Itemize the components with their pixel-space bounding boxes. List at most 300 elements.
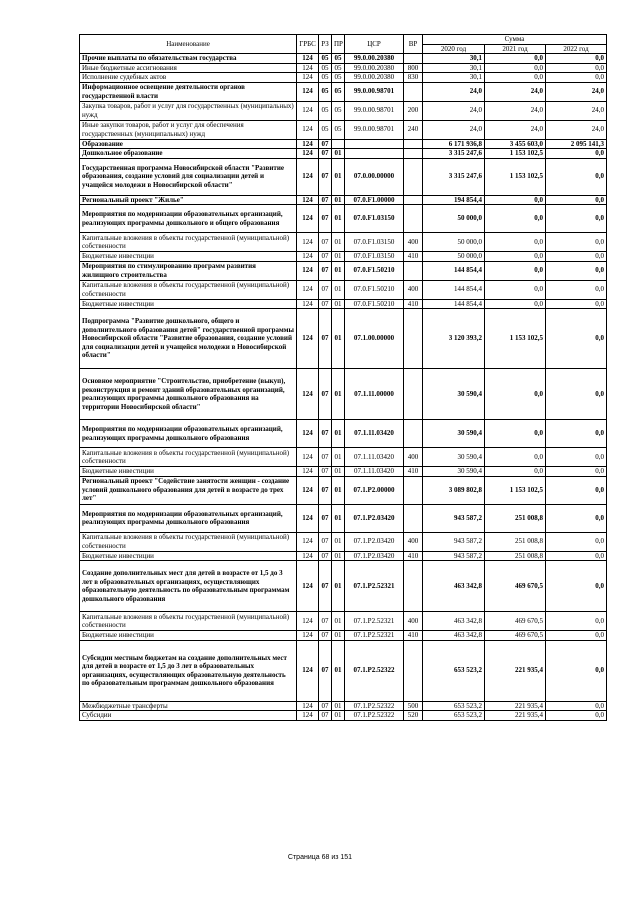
row-sum-2022: 2 095 141,3 bbox=[546, 139, 607, 149]
row-grbs: 124 bbox=[297, 476, 319, 504]
row-sum-2022: 0,0 bbox=[546, 612, 607, 631]
row-grbs: 124 bbox=[297, 101, 319, 120]
row-csr: 07.0.00.00000 bbox=[345, 158, 404, 195]
row-sum-2020: 653 523,2 bbox=[423, 711, 485, 721]
row-grbs: 124 bbox=[297, 701, 319, 711]
row-rz: 07 bbox=[319, 551, 332, 561]
row-name: Капитальные вложения в объекты государственной (муниципальной) собственности bbox=[80, 448, 297, 467]
row-sum-2022: 0,0 bbox=[546, 233, 607, 252]
row-vr bbox=[404, 309, 423, 369]
row-name: Иные бюджетные ассигнования bbox=[80, 63, 297, 73]
row-sum-2022: 0,0 bbox=[546, 551, 607, 561]
row-rz: 07 bbox=[319, 420, 332, 448]
row-sum-2022: 0,0 bbox=[546, 640, 607, 701]
row-sum-2020: 6 171 936,8 bbox=[423, 139, 485, 149]
row-name: Субсидии местным бюджетам на создание дополнительных мест для детей в возрасте от 1,5 до 3 лет в образовательных организациях, осуществляющих образовательную деятельность по образовательным программам дошкольного образования bbox=[80, 640, 297, 701]
row-pr: 01 bbox=[332, 640, 345, 701]
row-csr: 07.1.P2.03420 bbox=[345, 551, 404, 561]
row-sum-2021: 251 008,8 bbox=[485, 504, 546, 532]
table-row bbox=[80, 701, 607, 711]
row-rz: 07 bbox=[319, 476, 332, 504]
row-sum-2021: 221 935,4 bbox=[485, 640, 546, 701]
row-vr bbox=[404, 149, 423, 159]
table-row bbox=[80, 280, 607, 299]
table-row bbox=[80, 101, 607, 120]
row-vr: 410 bbox=[404, 299, 423, 309]
row-vr bbox=[404, 261, 423, 280]
row-pr: 05 bbox=[332, 54, 345, 64]
row-rz: 07 bbox=[319, 631, 332, 641]
table-row bbox=[80, 467, 607, 477]
row-rz: 07 bbox=[319, 280, 332, 299]
row-sum-2020: 194 854,4 bbox=[423, 195, 485, 205]
row-sum-2022: 24,0 bbox=[546, 82, 607, 101]
table-row bbox=[80, 420, 607, 448]
table-row bbox=[80, 504, 607, 532]
table-row bbox=[80, 561, 607, 612]
row-grbs: 124 bbox=[297, 640, 319, 701]
row-sum-2020: 943 587,2 bbox=[423, 504, 485, 532]
row-csr: 07.1.P2.52321 bbox=[345, 561, 404, 612]
row-pr: 01 bbox=[332, 261, 345, 280]
header-sum: Сумма bbox=[423, 35, 607, 45]
row-pr: 01 bbox=[332, 504, 345, 532]
row-sum-2020: 24,0 bbox=[423, 120, 485, 139]
row-sum-2020: 463 342,8 bbox=[423, 631, 485, 641]
row-vr bbox=[404, 561, 423, 612]
row-name: Субсидии bbox=[80, 711, 297, 721]
row-pr: 01 bbox=[332, 467, 345, 477]
row-grbs: 124 bbox=[297, 711, 319, 721]
row-grbs: 124 bbox=[297, 205, 319, 233]
row-sum-2022: 0,0 bbox=[546, 158, 607, 195]
row-sum-2022: 0,0 bbox=[546, 448, 607, 467]
row-pr: 01 bbox=[332, 701, 345, 711]
row-sum-2020: 3 315 247,6 bbox=[423, 158, 485, 195]
row-sum-2020: 30,1 bbox=[423, 54, 485, 64]
row-vr: 800 bbox=[404, 63, 423, 73]
row-sum-2021: 0,0 bbox=[485, 233, 546, 252]
table-row bbox=[80, 149, 607, 159]
row-vr: 520 bbox=[404, 711, 423, 721]
row-sum-2022: 0,0 bbox=[546, 195, 607, 205]
row-grbs: 124 bbox=[297, 233, 319, 252]
row-sum-2022: 0,0 bbox=[546, 504, 607, 532]
page-number: Страница 68 из 151 bbox=[287, 854, 353, 861]
row-rz: 07 bbox=[319, 195, 332, 205]
row-rz: 05 bbox=[319, 73, 332, 83]
header-year-2020: 2020 год bbox=[423, 44, 485, 54]
row-sum-2020: 463 342,8 bbox=[423, 612, 485, 631]
header-grbs: ГРБС bbox=[297, 35, 319, 54]
row-sum-2021: 3 455 603,0 bbox=[485, 139, 546, 149]
row-name: Капитальные вложения в объекты государственной (муниципальной) собственности bbox=[80, 532, 297, 551]
row-vr: 410 bbox=[404, 467, 423, 477]
table-row bbox=[80, 369, 607, 420]
row-rz: 05 bbox=[319, 63, 332, 73]
row-sum-2021: 0,0 bbox=[485, 369, 546, 420]
row-grbs: 124 bbox=[297, 82, 319, 101]
row-sum-2022: 0,0 bbox=[546, 149, 607, 159]
row-sum-2020: 30 590,4 bbox=[423, 467, 485, 477]
table-row bbox=[80, 54, 607, 64]
row-name: Мероприятия по модернизации образовательных организаций, реализующих программы дошкольного образования bbox=[80, 504, 297, 532]
row-sum-2020: 30 590,4 bbox=[423, 448, 485, 467]
table-header bbox=[80, 35, 607, 54]
row-name: Иные закупки товаров, работ и услуг для обеспечения государственных (муниципальных) нужд bbox=[80, 120, 297, 139]
table-row bbox=[80, 612, 607, 631]
row-name: Бюджетные инвестиции bbox=[80, 631, 297, 641]
row-pr: 01 bbox=[332, 149, 345, 159]
row-grbs: 124 bbox=[297, 73, 319, 83]
row-pr: 05 bbox=[332, 63, 345, 73]
row-csr: 07.0.F1.00000 bbox=[345, 195, 404, 205]
row-pr: 01 bbox=[332, 299, 345, 309]
row-csr: 07.1.P2.52322 bbox=[345, 640, 404, 701]
row-vr bbox=[404, 640, 423, 701]
row-name: Исполнение судебных актов bbox=[80, 73, 297, 83]
row-csr: 07.1.P2.52322 bbox=[345, 701, 404, 711]
row-rz: 07 bbox=[319, 561, 332, 612]
row-sum-2021: 221 935,4 bbox=[485, 711, 546, 721]
row-rz: 07 bbox=[319, 467, 332, 477]
row-rz: 07 bbox=[319, 261, 332, 280]
row-vr: 240 bbox=[404, 120, 423, 139]
row-pr: 01 bbox=[332, 252, 345, 262]
table-row bbox=[80, 233, 607, 252]
row-sum-2021: 469 670,5 bbox=[485, 631, 546, 641]
row-grbs: 124 bbox=[297, 420, 319, 448]
row-pr: 01 bbox=[332, 551, 345, 561]
row-grbs: 124 bbox=[297, 309, 319, 369]
row-grbs: 124 bbox=[297, 120, 319, 139]
row-name: Информационное освещение деятельности органов государственной власти bbox=[80, 82, 297, 101]
budget-table bbox=[79, 34, 607, 721]
row-vr: 400 bbox=[404, 612, 423, 631]
table-row bbox=[80, 139, 607, 149]
row-grbs: 124 bbox=[297, 158, 319, 195]
row-vr: 830 bbox=[404, 73, 423, 83]
row-csr: 07.0.F1.50210 bbox=[345, 280, 404, 299]
header-csr: ЦСР bbox=[345, 35, 404, 54]
row-pr: 01 bbox=[332, 448, 345, 467]
row-name: Капитальные вложения в объекты государственной (муниципальной) собственности bbox=[80, 280, 297, 299]
row-vr: 400 bbox=[404, 532, 423, 551]
row-rz: 05 bbox=[319, 54, 332, 64]
row-grbs: 124 bbox=[297, 561, 319, 612]
row-rz: 07 bbox=[319, 532, 332, 551]
row-rz: 07 bbox=[319, 640, 332, 701]
row-csr: 07.1.P2.52322 bbox=[345, 711, 404, 721]
row-sum-2021: 469 670,5 bbox=[485, 612, 546, 631]
row-vr bbox=[404, 54, 423, 64]
row-rz: 07 bbox=[319, 309, 332, 369]
row-pr: 01 bbox=[332, 420, 345, 448]
row-pr: 01 bbox=[332, 280, 345, 299]
row-sum-2021: 0,0 bbox=[485, 420, 546, 448]
table-row bbox=[80, 63, 607, 73]
row-sum-2022: 0,0 bbox=[546, 73, 607, 83]
row-vr: 410 bbox=[404, 551, 423, 561]
row-sum-2022: 0,0 bbox=[546, 54, 607, 64]
row-pr: 01 bbox=[332, 369, 345, 420]
row-sum-2022: 0,0 bbox=[546, 63, 607, 73]
row-csr: 07.1.P2.00000 bbox=[345, 476, 404, 504]
row-sum-2020: 50 000,0 bbox=[423, 233, 485, 252]
row-sum-2021: 0,0 bbox=[485, 205, 546, 233]
row-csr: 07.1.11.03420 bbox=[345, 467, 404, 477]
row-name: Мероприятия по модернизации образовательных организаций, реализующих программы дошкольного образования bbox=[80, 420, 297, 448]
row-rz: 07 bbox=[319, 448, 332, 467]
row-rz: 05 bbox=[319, 82, 332, 101]
row-csr: 07.1.P2.03420 bbox=[345, 504, 404, 532]
row-grbs: 124 bbox=[297, 299, 319, 309]
row-sum-2022: 0,0 bbox=[546, 280, 607, 299]
row-csr: 07.0.F1.03150 bbox=[345, 252, 404, 262]
row-sum-2021: 1 153 102,5 bbox=[485, 149, 546, 159]
row-sum-2021: 1 153 102,5 bbox=[485, 158, 546, 195]
table-row bbox=[80, 120, 607, 139]
row-csr: 07.1.P2.52321 bbox=[345, 612, 404, 631]
row-sum-2022: 24,0 bbox=[546, 120, 607, 139]
row-sum-2021: 0,0 bbox=[485, 54, 546, 64]
row-sum-2022: 24,0 bbox=[546, 101, 607, 120]
table-row bbox=[80, 205, 607, 233]
row-pr: 01 bbox=[332, 309, 345, 369]
row-grbs: 124 bbox=[297, 612, 319, 631]
row-sum-2022: 0,0 bbox=[546, 252, 607, 262]
row-csr: 07.1.P2.03420 bbox=[345, 532, 404, 551]
row-rz: 07 bbox=[319, 504, 332, 532]
header-year-2022: 2022 год bbox=[546, 44, 607, 54]
row-pr: 01 bbox=[332, 233, 345, 252]
row-pr: 01 bbox=[332, 195, 345, 205]
row-sum-2021: 469 670,5 bbox=[485, 561, 546, 612]
row-vr: 400 bbox=[404, 233, 423, 252]
row-name: Государственная программа Новосибирской области "Развитие образования, создание условий для социализации детей и учащейся молодежи в Новосибирской области" bbox=[80, 158, 297, 195]
row-grbs: 124 bbox=[297, 195, 319, 205]
row-csr: 99.0.00.98701 bbox=[345, 82, 404, 101]
row-name: Бюджетные инвестиции bbox=[80, 299, 297, 309]
table-row bbox=[80, 711, 607, 721]
table-row bbox=[80, 82, 607, 101]
row-sum-2020: 30 590,4 bbox=[423, 420, 485, 448]
row-grbs: 124 bbox=[297, 551, 319, 561]
row-name: Подпрограмма "Развитие дошкольного, общего и дополнительного образования детей" государственной программы Новосибирской области "Развитие образования, создание условий для социализации детей и учащейся молодежи в Новосибирской области" bbox=[80, 309, 297, 369]
row-sum-2021: 251 008,8 bbox=[485, 551, 546, 561]
row-pr: 01 bbox=[332, 612, 345, 631]
row-rz: 07 bbox=[319, 205, 332, 233]
row-vr bbox=[404, 82, 423, 101]
row-sum-2022: 0,0 bbox=[546, 309, 607, 369]
row-sum-2021: 24,0 bbox=[485, 82, 546, 101]
row-vr: 500 bbox=[404, 701, 423, 711]
table-row bbox=[80, 476, 607, 504]
row-sum-2020: 3 089 802,8 bbox=[423, 476, 485, 504]
row-name: Прочие выплаты по обязательствам государства bbox=[80, 54, 297, 64]
row-name: Дошкольное образование bbox=[80, 149, 297, 159]
row-sum-2020: 24,0 bbox=[423, 82, 485, 101]
row-rz: 07 bbox=[319, 612, 332, 631]
table-row bbox=[80, 73, 607, 83]
row-grbs: 124 bbox=[297, 504, 319, 532]
table-row bbox=[80, 195, 607, 205]
row-vr bbox=[404, 476, 423, 504]
row-sum-2021: 0,0 bbox=[485, 73, 546, 83]
row-sum-2020: 24,0 bbox=[423, 101, 485, 120]
row-pr: 01 bbox=[332, 532, 345, 551]
row-sum-2020: 30 590,4 bbox=[423, 369, 485, 420]
row-name: Капитальные вложения в объекты государственной (муниципальной) собственности bbox=[80, 233, 297, 252]
row-pr bbox=[332, 139, 345, 149]
row-csr bbox=[345, 139, 404, 149]
table-row bbox=[80, 261, 607, 280]
header-name: Наименование bbox=[80, 35, 297, 54]
row-sum-2021: 1 153 102,5 bbox=[485, 476, 546, 504]
header-year-2021: 2021 год bbox=[485, 44, 546, 54]
row-vr: 400 bbox=[404, 280, 423, 299]
row-csr: 07.0.F1.03150 bbox=[345, 205, 404, 233]
row-sum-2020: 144 854,4 bbox=[423, 299, 485, 309]
row-sum-2021: 24,0 bbox=[485, 120, 546, 139]
row-grbs: 124 bbox=[297, 261, 319, 280]
row-sum-2022: 0,0 bbox=[546, 205, 607, 233]
row-name: Создание дополнительных мест для детей в возрасте от 1,5 до 3 лет в образовательных организациях, осуществляющих образовательную деятельность по образовательным программам дошкольного образования bbox=[80, 561, 297, 612]
row-rz: 07 bbox=[319, 233, 332, 252]
row-csr: 07.1.00.00000 bbox=[345, 309, 404, 369]
row-sum-2021: 0,0 bbox=[485, 252, 546, 262]
row-name: Региональный проект "Жилье" bbox=[80, 195, 297, 205]
row-vr bbox=[404, 195, 423, 205]
row-sum-2022: 0,0 bbox=[546, 299, 607, 309]
row-sum-2021: 1 153 102,5 bbox=[485, 309, 546, 369]
row-grbs: 124 bbox=[297, 149, 319, 159]
row-pr: 05 bbox=[332, 101, 345, 120]
row-rz: 07 bbox=[319, 149, 332, 159]
row-sum-2020: 653 523,2 bbox=[423, 640, 485, 701]
row-name: Мероприятия по стимулированию программ развития жилищного строительства bbox=[80, 261, 297, 280]
row-sum-2021: 221 935,4 bbox=[485, 701, 546, 711]
row-sum-2020: 30,1 bbox=[423, 73, 485, 83]
table-row bbox=[80, 448, 607, 467]
row-csr: 07.1.11.00000 bbox=[345, 369, 404, 420]
row-rz: 07 bbox=[319, 252, 332, 262]
header-rz: РЗ bbox=[319, 35, 332, 54]
row-grbs: 124 bbox=[297, 54, 319, 64]
row-name: Межбюджетные трансферты bbox=[80, 701, 297, 711]
table-row bbox=[80, 532, 607, 551]
row-sum-2020: 653 523,2 bbox=[423, 701, 485, 711]
row-vr: 410 bbox=[404, 631, 423, 641]
row-csr: 99.0.00.98701 bbox=[345, 120, 404, 139]
row-sum-2021: 0,0 bbox=[485, 448, 546, 467]
header-pr: ПР bbox=[332, 35, 345, 54]
row-csr: 07.0.F1.03150 bbox=[345, 233, 404, 252]
row-pr: 01 bbox=[332, 205, 345, 233]
row-sum-2022: 0,0 bbox=[546, 420, 607, 448]
row-sum-2022: 0,0 bbox=[546, 532, 607, 551]
row-csr: 99.0.00.20380 bbox=[345, 54, 404, 64]
row-sum-2022: 0,0 bbox=[546, 701, 607, 711]
header-vr: ВР bbox=[404, 35, 423, 54]
row-csr bbox=[345, 149, 404, 159]
row-csr: 07.1.P2.52321 bbox=[345, 631, 404, 641]
row-sum-2020: 943 587,2 bbox=[423, 532, 485, 551]
row-sum-2021: 0,0 bbox=[485, 195, 546, 205]
row-sum-2020: 463 342,8 bbox=[423, 561, 485, 612]
row-sum-2022: 0,0 bbox=[546, 369, 607, 420]
row-name: Образование bbox=[80, 139, 297, 149]
row-rz: 07 bbox=[319, 701, 332, 711]
row-vr: 410 bbox=[404, 252, 423, 262]
table-row bbox=[80, 551, 607, 561]
table-row bbox=[80, 299, 607, 309]
row-rz: 07 bbox=[319, 711, 332, 721]
row-sum-2020: 50 000,0 bbox=[423, 252, 485, 262]
row-sum-2020: 50 000,0 bbox=[423, 205, 485, 233]
row-rz: 05 bbox=[319, 120, 332, 139]
row-name: Бюджетные инвестиции bbox=[80, 252, 297, 262]
row-pr: 01 bbox=[332, 561, 345, 612]
row-csr: 99.0.00.20380 bbox=[345, 63, 404, 73]
row-sum-2022: 0,0 bbox=[546, 476, 607, 504]
row-sum-2020: 144 854,4 bbox=[423, 261, 485, 280]
row-sum-2021: 0,0 bbox=[485, 467, 546, 477]
row-sum-2021: 24,0 bbox=[485, 101, 546, 120]
row-vr bbox=[404, 504, 423, 532]
row-vr bbox=[404, 158, 423, 195]
row-pr: 05 bbox=[332, 73, 345, 83]
row-sum-2022: 0,0 bbox=[546, 711, 607, 721]
row-sum-2020: 30,1 bbox=[423, 63, 485, 73]
row-sum-2020: 3 315 247,6 bbox=[423, 149, 485, 159]
row-name: Закупка товаров, работ и услуг для государственных (муниципальных) нужд bbox=[80, 101, 297, 120]
row-csr: 07.1.11.03420 bbox=[345, 448, 404, 467]
row-rz: 07 bbox=[319, 158, 332, 195]
row-pr: 05 bbox=[332, 120, 345, 139]
table-row bbox=[80, 309, 607, 369]
row-pr: 01 bbox=[332, 476, 345, 504]
row-grbs: 124 bbox=[297, 448, 319, 467]
row-rz: 07 bbox=[319, 139, 332, 149]
row-vr bbox=[404, 369, 423, 420]
row-sum-2022: 0,0 bbox=[546, 261, 607, 280]
row-sum-2021: 0,0 bbox=[485, 63, 546, 73]
table-body bbox=[80, 54, 607, 721]
row-pr: 05 bbox=[332, 82, 345, 101]
row-name: Основное мероприятие "Строительство, приобретение (выкуп), реконструкция и ремонт зданий образовательных организаций, реализующих программы дошкольного образования на территории Новосибирской области" bbox=[80, 369, 297, 420]
row-grbs: 124 bbox=[297, 532, 319, 551]
row-vr bbox=[404, 205, 423, 233]
row-vr bbox=[404, 420, 423, 448]
row-vr bbox=[404, 139, 423, 149]
row-csr: 07.1.11.03420 bbox=[345, 420, 404, 448]
row-sum-2022: 0,0 bbox=[546, 467, 607, 477]
row-sum-2021: 0,0 bbox=[485, 280, 546, 299]
table-row bbox=[80, 640, 607, 701]
row-grbs: 124 bbox=[297, 369, 319, 420]
row-csr: 07.0.F1.50210 bbox=[345, 261, 404, 280]
row-grbs: 124 bbox=[297, 252, 319, 262]
row-sum-2021: 251 008,8 bbox=[485, 532, 546, 551]
table-row bbox=[80, 158, 607, 195]
row-sum-2021: 0,0 bbox=[485, 261, 546, 280]
row-grbs: 124 bbox=[297, 63, 319, 73]
row-csr: 07.0.F1.50210 bbox=[345, 299, 404, 309]
table-row bbox=[80, 631, 607, 641]
row-vr: 400 bbox=[404, 448, 423, 467]
row-sum-2022: 0,0 bbox=[546, 561, 607, 612]
